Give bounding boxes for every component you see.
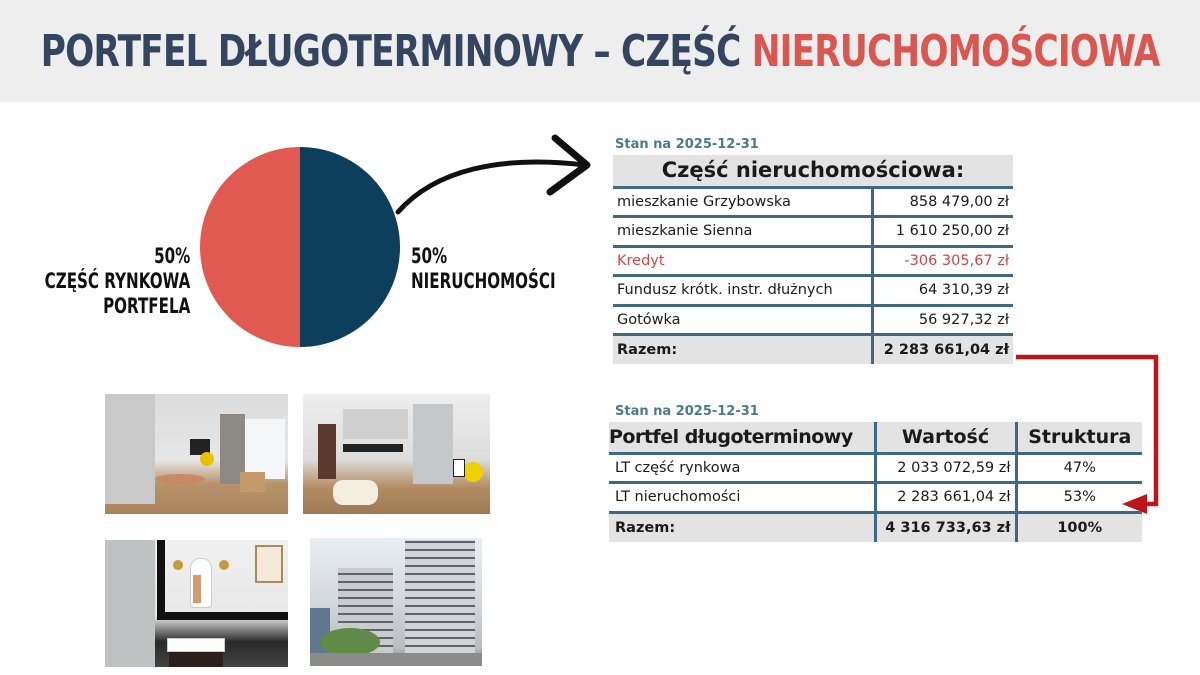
pie-label-market-line1: CZĘŚĆ RYNKOWA bbox=[44, 269, 190, 293]
row-share: 47% bbox=[1016, 453, 1142, 483]
bathroom-photo bbox=[105, 540, 288, 667]
row-label: Kredyt bbox=[613, 246, 872, 276]
living-kitchen-photo bbox=[303, 394, 490, 514]
total-label: Razem: bbox=[609, 512, 875, 542]
row-value: 64 310,39 zł bbox=[872, 276, 1013, 306]
total-share: 100% bbox=[1016, 512, 1142, 542]
table-row-total bbox=[613, 335, 1013, 365]
total-label: Razem: bbox=[613, 335, 872, 365]
pie-label-market-pct: 50% bbox=[153, 244, 190, 268]
portfolio-table bbox=[609, 422, 1142, 542]
photo-grid bbox=[100, 388, 500, 673]
date-label-real-estate: Stan na 2025-12-31 bbox=[615, 137, 759, 152]
header-bar bbox=[0, 0, 1200, 102]
row-value: 1 610 250,00 zł bbox=[872, 217, 1013, 247]
header-structure: Struktura bbox=[1016, 422, 1142, 453]
table-row bbox=[609, 483, 1142, 513]
pie-label-realestate-pct: 50% bbox=[411, 244, 448, 268]
pie-label-market bbox=[44, 244, 190, 319]
table-row-total bbox=[609, 512, 1142, 542]
row-value: 2 283 661,04 zł bbox=[875, 483, 1016, 513]
page-title bbox=[41, 26, 1160, 77]
row-share: 53% bbox=[1016, 483, 1142, 513]
pie-label-realestate-line1: NIERUCHOMOŚCI bbox=[411, 269, 556, 293]
total-value: 2 283 661,04 zł bbox=[872, 335, 1013, 365]
curved-arrow-icon bbox=[390, 130, 610, 230]
row-label: LT nieruchomości bbox=[609, 483, 875, 513]
row-label: mieszkanie Sienna bbox=[613, 217, 872, 247]
row-label: mieszkanie Grzybowska bbox=[613, 187, 872, 217]
pie-label-realestate bbox=[411, 244, 556, 294]
row-label: Fundusz krótk. instr. dłużnych bbox=[613, 276, 872, 306]
row-label: LT część rynkowa bbox=[609, 453, 875, 483]
date-label-portfolio: Stan na 2025-12-31 bbox=[615, 404, 759, 419]
table-row-loan bbox=[613, 246, 1013, 276]
real-estate-table bbox=[613, 155, 1013, 364]
living-room-photo bbox=[105, 394, 288, 514]
table-row bbox=[613, 305, 1013, 335]
row-label: Gotówka bbox=[613, 305, 872, 335]
row-value: 56 927,32 zł bbox=[872, 305, 1013, 335]
title-accent: NIERUCHOMOŚCIOWA bbox=[751, 25, 1160, 77]
header-value: Wartość bbox=[875, 422, 1016, 453]
pie-chart bbox=[200, 147, 400, 347]
table-row bbox=[613, 276, 1013, 306]
header-portfolio: Portfel długoterminowy bbox=[609, 422, 875, 453]
row-value: -306 305,67 zł bbox=[872, 246, 1013, 276]
pie-label-market-line2: PORTFELA bbox=[102, 294, 190, 318]
row-value: 858 479,00 zł bbox=[872, 187, 1013, 217]
total-value: 4 316 733,63 zł bbox=[875, 512, 1016, 542]
title-main: PORTFEL DŁUGOTERMINOWY – CZĘŚĆ bbox=[40, 25, 752, 77]
row-value: 2 033 072,59 zł bbox=[875, 453, 1016, 483]
real-estate-table-title: Część nieruchomościowa: bbox=[613, 155, 1013, 187]
table-row bbox=[613, 187, 1013, 217]
building-exterior-photo bbox=[310, 538, 482, 666]
table-row bbox=[613, 217, 1013, 247]
table-row bbox=[609, 453, 1142, 483]
table-header-row bbox=[609, 422, 1142, 453]
